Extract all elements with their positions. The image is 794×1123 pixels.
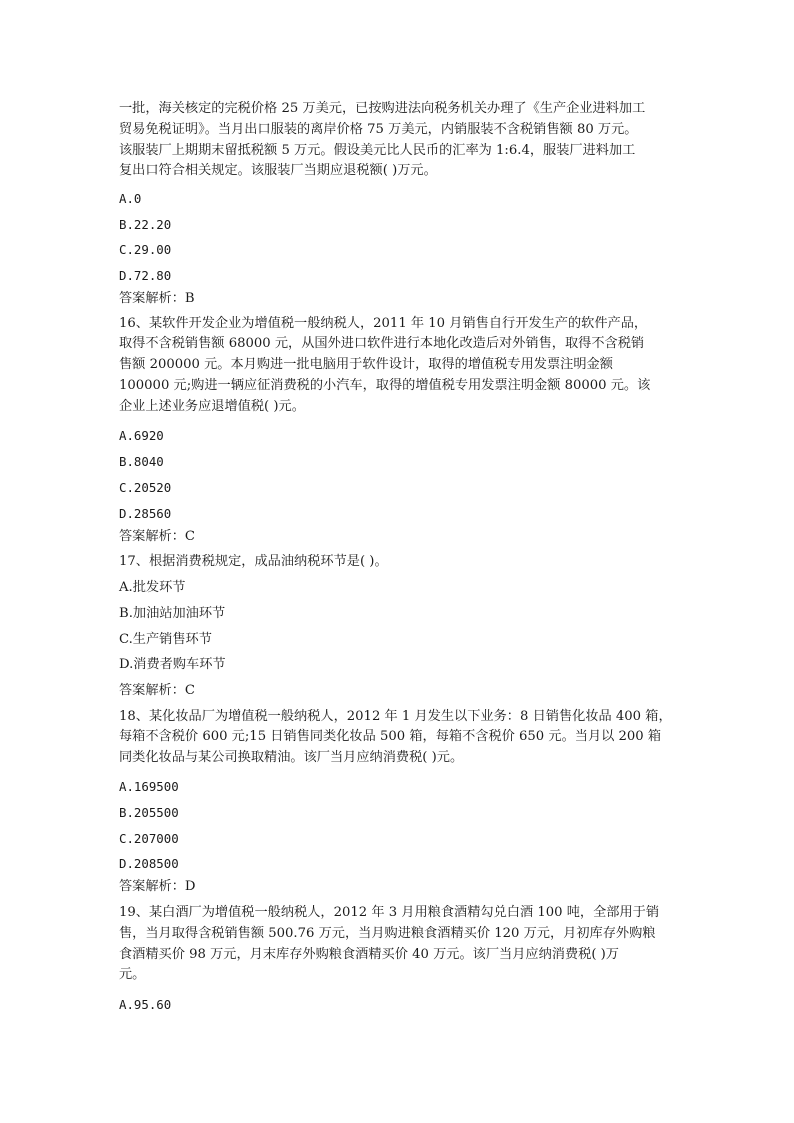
option-c: C.生产销售环节 <box>119 632 212 647</box>
answer-analysis: 答案解析：D <box>119 879 196 894</box>
question-text-line: 取得不含税销售额 68000 元，从国外进口软件进行本地化改造后对外销售，取得不含税销 <box>119 336 645 351</box>
question-text-line: 同类化妆品与某公司换取精油。该厂当月应纳消费税( )元。 <box>119 750 464 765</box>
question-text-line: 企业上述业务应退增值税( )元。 <box>119 399 305 414</box>
option-c: C.207000 <box>119 831 179 846</box>
question-text-line: 18、某化妆品厂为增值税一般纳税人，2012 年 1 月发生以下业务：8 日销售化妆品 400 箱， <box>119 709 672 724</box>
question-text-line: 16、某软件开发企业为增值税一般纳税人，2011 年 10 月销售自行开发生产的软件产品， <box>119 316 648 331</box>
question-text-line: 贸易免税证明》。当月出口服装的离岸价格 75 万美元，内销服装不含税销售额 80 万元。 <box>119 122 638 137</box>
question-text-line: 食酒精买价 98 万元，月末库存外购粮食酒精买价 40 万元。该厂当月应纳消费税( )万 <box>119 947 619 962</box>
answer-analysis: 答案解析：C <box>119 683 196 698</box>
question-text-line: 19、某白酒厂为增值税一般纳税人，2012 年 3 月用粮食酒精勾兑白酒 100 吨，全部用于销 <box>119 905 660 920</box>
option-c: C.29.00 <box>119 242 172 257</box>
option-b: B.8040 <box>119 454 164 469</box>
option-b: B.205500 <box>119 805 179 820</box>
option-c: C.20520 <box>119 480 172 495</box>
option-b: B.22.20 <box>119 217 172 232</box>
option-a: A.169500 <box>119 779 179 794</box>
question-text-line: 复出口符合相关规定。该服装厂当期应退税额( )万元。 <box>119 163 437 178</box>
option-b: B.加油站加油环节 <box>119 606 226 621</box>
option-a: A.0 <box>119 191 142 206</box>
question-text-line: 每箱不含税价 600 元;15 日销售同类化妆品 500 箱，每箱不含税价 650 元。当月以 200 箱 <box>119 729 662 744</box>
answer-analysis: 答案解析：C <box>119 529 196 544</box>
option-d: D.72.80 <box>119 268 172 283</box>
option-a: A.95.60 <box>119 997 172 1012</box>
question-text-line: 100000 元;购进一辆应征消费税的小汽车，取得的增值税专用发票注明金额 80000 元。该 <box>119 378 651 393</box>
option-a: A.6920 <box>119 428 164 443</box>
option-d: D.208500 <box>119 856 179 871</box>
option-d: D.28560 <box>119 506 172 521</box>
answer-analysis: 答案解析：B <box>119 291 195 306</box>
question-text-line: 售额 200000 元。本月购进一批电脑用于软件设计，取得的增值税专用发票注明金额 <box>119 357 613 372</box>
question-text-line: 售，当月取得含税销售额 500.76 万元，当月购进粮食酒精买价 120 万元，月初库存外购粮 <box>119 926 656 941</box>
question-text-line: 元。 <box>119 967 146 982</box>
option-a: A.批发环节 <box>119 580 186 595</box>
question-text-line: 一批，海关核定的完税价格 25 万美元，已按购进法向税务机关办理了《生产企业进料加工 <box>119 101 646 116</box>
question-text-line: 该服装厂上期期末留抵税额 5 万元。假设美元比人民币的汇率为 1:6.4，服装厂进料加工 <box>119 143 636 158</box>
question-text-line: 17、根据消费税规定，成品油纳税环节是( )。 <box>119 554 388 569</box>
option-d: D.消费者购车环节 <box>119 657 226 672</box>
